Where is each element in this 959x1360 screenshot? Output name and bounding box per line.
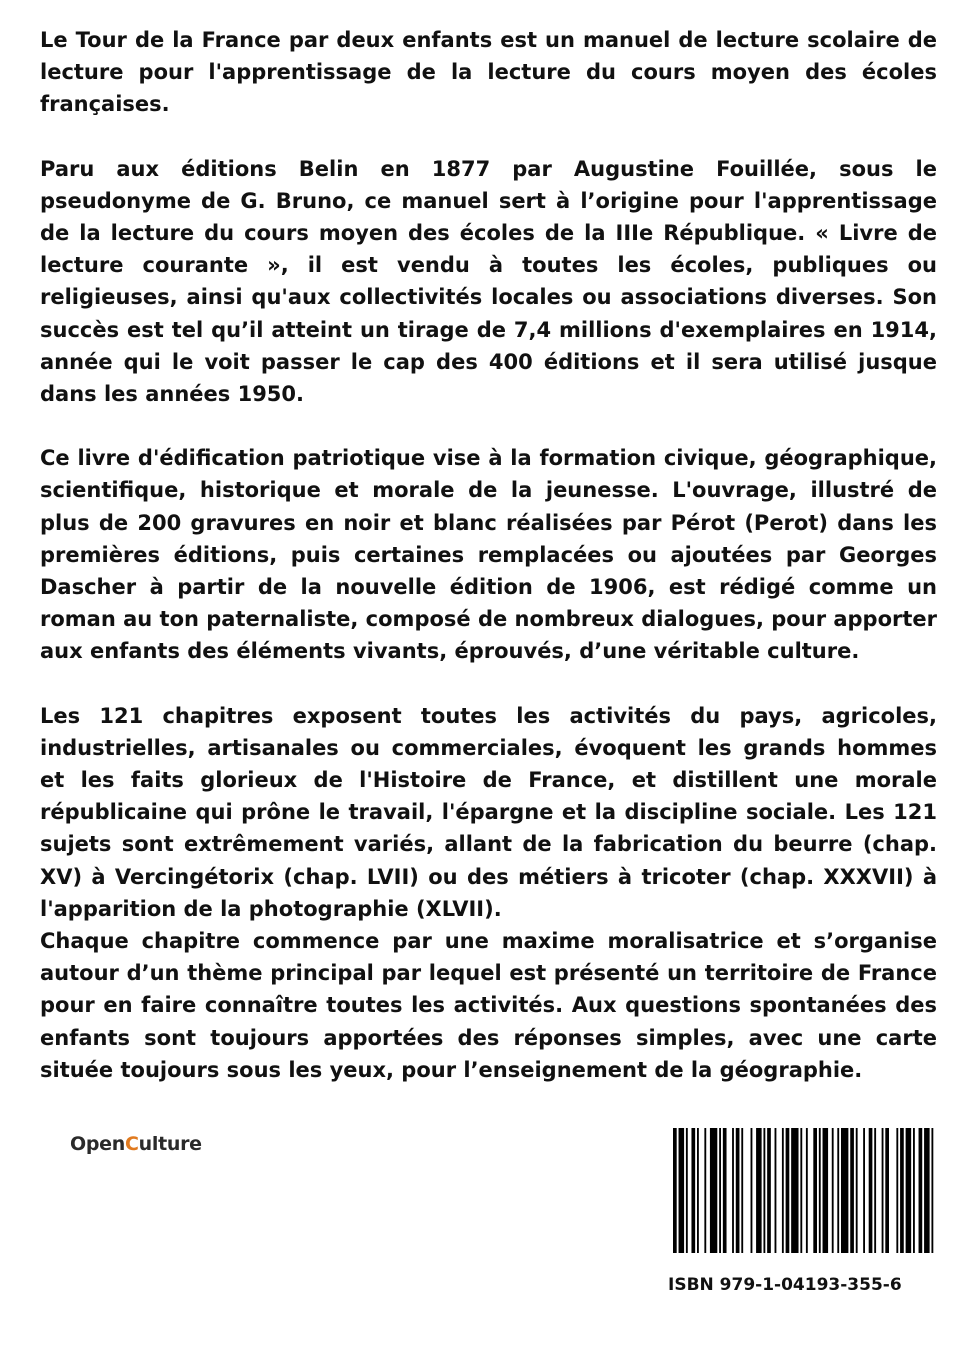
barcode-bar bbox=[896, 1128, 898, 1253]
back-cover-description bbox=[40, 24, 937, 1086]
barcode-bar bbox=[719, 1128, 721, 1253]
barcode-bar bbox=[823, 1128, 829, 1253]
barcode-bar bbox=[919, 1128, 923, 1253]
barcode-bar bbox=[673, 1128, 677, 1253]
barcode-bar bbox=[741, 1128, 743, 1253]
barcode-bar bbox=[679, 1128, 685, 1253]
barcode-bar bbox=[800, 1128, 802, 1253]
barcode-bar bbox=[723, 1128, 727, 1253]
paragraph-history: Paru aux éditions Belin en 1877 par Augustine Fouillée, sous le pseudonyme de G. Bruno, ce manuel sert à l’origine pour l'apprentissage de la lecture du cours moyen des écoles de la IIIe République. « Livre de lecture courante », il est vendu à toutes les écoles, publiques ou religieuses, ainsi qu'aux collectivités locales ou associations diverses. Son succès est tel qu’il atteint un tirage de 7,4 millions d'exemplaires en 1914, année qui le voit passer le cap des 400 éditions et il sera utilisé jusque dans les années 1950. bbox=[40, 156, 937, 407]
barcode-bar bbox=[791, 1128, 798, 1253]
barcode-bar bbox=[841, 1128, 848, 1253]
barcode-bar bbox=[906, 1128, 912, 1253]
barcode-bar bbox=[924, 1128, 930, 1253]
barcode-bar bbox=[837, 1128, 839, 1253]
barcode-bar bbox=[832, 1128, 834, 1253]
barcode-bar bbox=[900, 1128, 904, 1253]
barcode-bar bbox=[850, 1128, 854, 1253]
barcode-bar bbox=[882, 1128, 884, 1253]
paragraph-purpose: Ce livre d'édification patriotique vise à la formation civique, géographique, scientifique, historique et morale de la jeunesse. L'ouvrage, illustré de plus de 200 gravures en noir et blanc réalisées par Pérot (Perot) dans les premières éditions, puis certaines remplacées ou ajoutées par Georges Dascher à partir de la nouvelle édition de 1906, est rédigé comme un roman au ton paternaliste, composé de nombreux dialogues, pour apporter aux enfants des éléments vivants, éprouvés, d’une véritable culture. bbox=[40, 446, 938, 664]
barcode-bar bbox=[869, 1128, 873, 1253]
barcode-bar bbox=[732, 1128, 734, 1253]
barcode-bar bbox=[691, 1128, 695, 1253]
barcode-bar bbox=[863, 1128, 865, 1253]
barcode-bar bbox=[913, 1128, 915, 1253]
paragraph-chapters: Les 121 chapitres exposent toutes les activités du pays, agricoles, industrielles, artisanales ou commerciales, évoquent les grands hommes et les faits glorieux de l'Histoire de France, et distillent une morale républicaine qui prône le travail, l'épargne et la discipline sociale. Les 121 sujets sont extrêmement variés, allant de la fabrication du beurre (chap. XV) à Vercingétorix (chap. LVII) ou des métiers à tricoter (chap. XXXVII) à l'apparition de la photographie (XLVII). bbox=[40, 703, 937, 921]
barcode-bar bbox=[763, 1128, 765, 1253]
barcode-bar bbox=[686, 1128, 688, 1253]
barcode-bar bbox=[756, 1128, 762, 1253]
barcode-bar bbox=[885, 1128, 889, 1253]
barcode-bar bbox=[931, 1128, 933, 1253]
barcode-bar bbox=[806, 1128, 808, 1253]
barcode-bar bbox=[813, 1128, 817, 1253]
barcode-bar bbox=[751, 1128, 753, 1253]
logo-text-open: Open bbox=[70, 1133, 125, 1155]
paragraph-intro: Le Tour de la France par deux enfants est un manuel de lecture scolaire de lecture pour l'apprentissage de la lecture du cours moyen des écoles françaises. bbox=[40, 28, 937, 117]
barcode-bar bbox=[782, 1128, 784, 1253]
barcode-bar bbox=[819, 1128, 821, 1253]
barcode-bar bbox=[775, 1128, 777, 1253]
publisher-logo bbox=[70, 1133, 202, 1155]
barcode-bar bbox=[786, 1128, 790, 1253]
barcode-bar bbox=[767, 1128, 771, 1253]
barcode-bar bbox=[736, 1128, 740, 1253]
isbn-barcode bbox=[673, 1128, 937, 1253]
barcode-bar bbox=[704, 1128, 706, 1253]
paragraph-structure: Chaque chapitre commence par une maxime moralisatrice et s’organise autour d’un thème principal par lequel est présenté un territoire de France pour en faire connaître toutes les activités. Aux questions spontanées des enfants sont toujours apportées des réponses simples, avec une carte située toujours sous les yeux, pour l’enseignement de la géographie. bbox=[40, 929, 937, 1082]
barcode-bar bbox=[697, 1128, 699, 1253]
logo-text-ulture: ulture bbox=[138, 1133, 202, 1155]
isbn-label: ISBN 979-1-04193-355-6 bbox=[668, 1275, 902, 1295]
barcode-bar bbox=[874, 1128, 876, 1253]
barcode-bar bbox=[710, 1128, 717, 1253]
barcode-bar bbox=[856, 1128, 858, 1253]
logo-text-accent: C bbox=[124, 1133, 139, 1155]
